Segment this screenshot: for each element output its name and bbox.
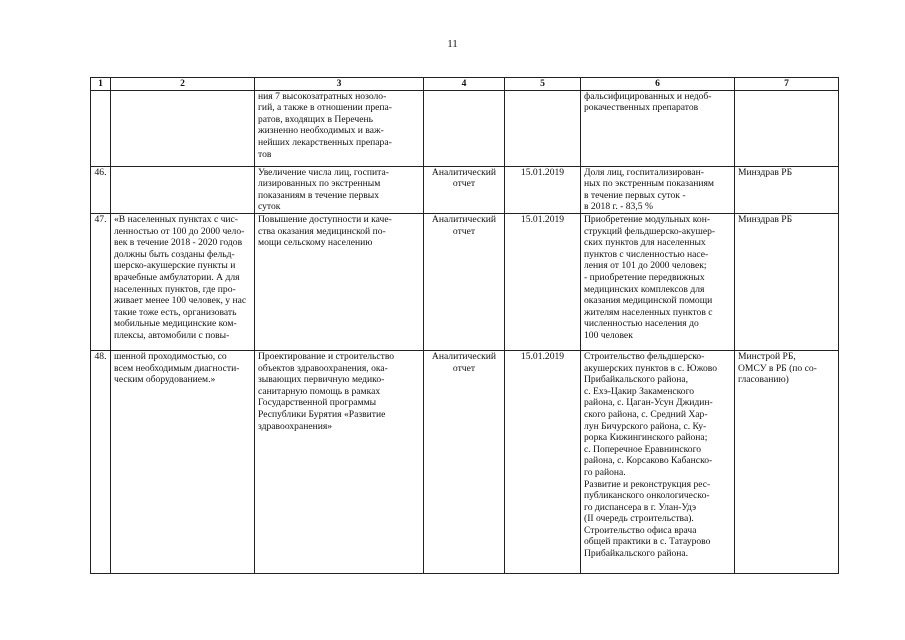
task-cell: Увеличение числа лиц, госпита- лизированных по экстренным показаниям в течение первых суток <box>255 166 424 213</box>
report-form-cell: Аналитический отчет <box>424 213 505 350</box>
date-cell <box>505 90 581 166</box>
responsible-cell <box>735 90 839 166</box>
report-form-cell: Аналитический отчет <box>424 350 505 573</box>
header-cell: 3 <box>255 78 424 91</box>
responsible-cell: Минстрой РБ, ОМСУ в РБ (по со- гласованию) <box>735 350 839 573</box>
header-cell: 1 <box>91 78 111 91</box>
table-row <box>91 213 839 350</box>
report-form-cell: Аналитический отчет <box>424 166 505 213</box>
goal-cell <box>111 166 255 213</box>
result-cell: Строительство фельдшерско- акушерских пунктов в с. Южово Прибайкальского района, с. Ехэ-Цакир Закаменского района, с. Цаган-Усун Джидин- ского района, с. Средний Хар- лун Бичурского района, с. Ку- рорка Кижингинского района; с. Поперечное Еравнинского района, с. Корсаково Кабанско- го района. Развитие и реконструкция рес- публиканского онкологическо- го диспансера в г. Улан-Удэ (II очередь строительства). Строительство офиса врача общей практики в с. Татаурово Прибайкальского района. <box>581 350 735 573</box>
report-form-cell <box>424 90 505 166</box>
header-cell: 7 <box>735 78 839 91</box>
header-cell: 4 <box>424 78 505 91</box>
task-cell: Повышение доступности и каче- ства оказания медицинской по- мощи сельскому населению <box>255 213 424 350</box>
task-cell: Проектирование и строительство объектов здравоохранения, ока- зывающих первичную медико- санитарную помощь в рамках Государственной программы Республики Бурятия «Развитие здравоохранения» <box>255 350 424 573</box>
header-cell: 5 <box>505 78 581 91</box>
result-cell: фальсифицированных и недоб- рокачественных препаратов <box>581 90 735 166</box>
page-number: 11 <box>447 38 458 50</box>
date-cell: 15.01.2019 <box>505 213 581 350</box>
responsible-cell: Минздрав РБ <box>735 166 839 213</box>
responsible-cell: Минздрав РБ <box>735 213 839 350</box>
date-cell: 15.01.2019 <box>505 166 581 213</box>
row-number <box>91 90 111 166</box>
measures-table <box>90 77 839 574</box>
goal-cell: «В населенных пунктах с чис- ленностью от 100 до 2000 чело- век в течение 2018 - 2020 годов должны быть созданы фельд- шерско-акушерские пункты и врачебные амбулатории. А для населенных пунктов, где про- живает менее 100 человек, у нас такие тоже есть, организовать мобильные медицинские ком- плексы, автомобили с повы- <box>111 213 255 350</box>
task-cell: ния 7 высокозатратных нозоло- гий, а также в отношении препа- ратов, входящих в Перечень жизненно необходимых и важ- нейших лекарственных препара- тов <box>255 90 424 166</box>
table-row <box>91 90 839 166</box>
result-cell: Приобретение модульных кон- струкций фельдшерско-акушер- ских пунктов для населенных пунктов с численностью насе- ления от 101 до 2000 человек; - приобретение передвижных медицинских комплексов для оказания медицинской помощи жителям населенных пунктов с численностью населения до 100 человек <box>581 213 735 350</box>
goal-cell: шенной проходимостью, со всем необходимым диагности- ческим оборудованием.» <box>111 350 255 573</box>
row-number: 48. <box>91 350 111 573</box>
date-cell: 15.01.2019 <box>505 350 581 573</box>
table-row <box>91 166 839 213</box>
goal-cell <box>111 90 255 166</box>
row-number: 46. <box>91 166 111 213</box>
header-cell: 2 <box>111 78 255 91</box>
header-row <box>91 78 839 91</box>
table-row <box>91 350 839 573</box>
result-cell: Доля лиц, госпитализирован- ных по экстренным показаниям в течение первых суток - в 2018 г. - 83,5 % <box>581 166 735 213</box>
row-number: 47. <box>91 213 111 350</box>
header-cell: 6 <box>581 78 735 91</box>
